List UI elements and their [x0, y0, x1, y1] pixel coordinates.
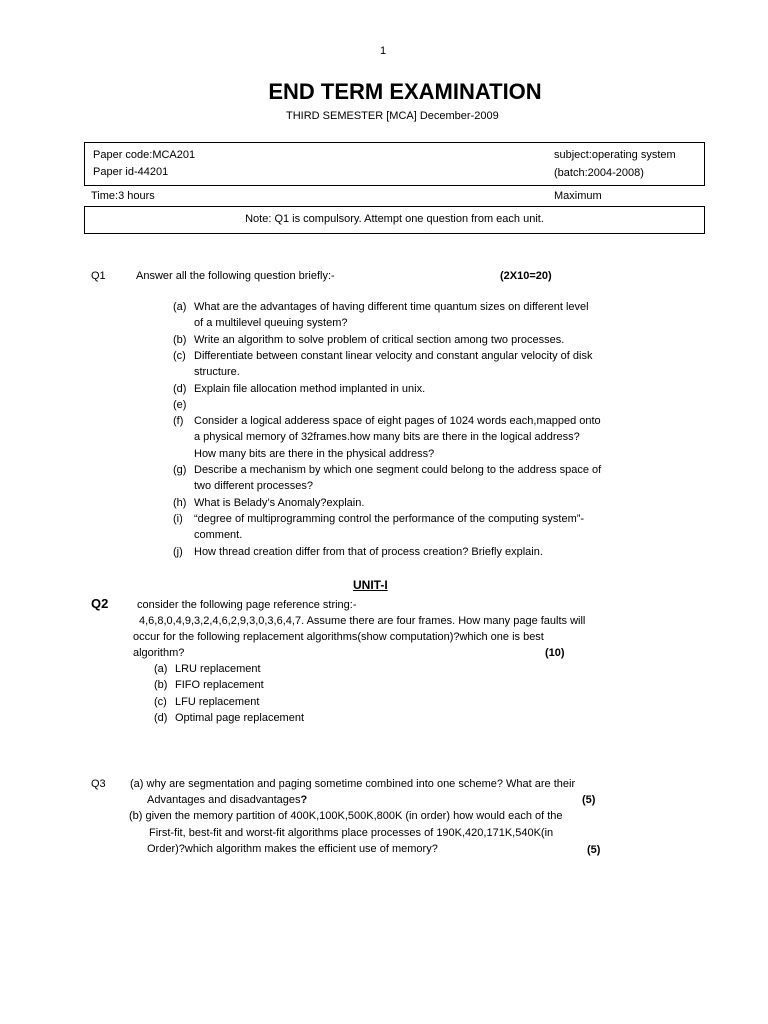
q1-item-text: of a multilevel queuing system?: [194, 317, 348, 330]
q1-item-text: How thread creation differ from that of process creation? Briefly explain.: [194, 545, 543, 558]
q1-item-label: (h): [173, 496, 187, 509]
q1-item-text: Describe a mechanism by which one segment could belong to the address space of: [194, 464, 602, 476]
page-subtitle: THIRD SEMESTER [MCA] December-2009: [286, 110, 499, 122]
q2-option-text: Optimal page replacement: [175, 711, 305, 724]
q3-line: First-fit, best-fit and worst-fit algorithms place processes of 190K,420,171K,540K(in: [149, 827, 554, 839]
q3-b-marks: (5): [587, 844, 601, 856]
subject: subject:operating system: [554, 149, 676, 161]
q3-line-text: Advantages and disadvantages: [147, 794, 301, 806]
note: Note: Q1 is compulsory. Attempt one question from each unit.: [245, 213, 544, 225]
q1-item-label: (i): [173, 512, 183, 525]
q2-option-text: LFU replacement: [175, 695, 260, 708]
q1-item-text: structure.: [194, 366, 240, 379]
q2-marks: (10): [545, 647, 565, 659]
q1-item-text: Explain file allocation method implanted in unix.: [194, 382, 426, 395]
q1-item-label: (a): [173, 301, 187, 313]
maximum: Maximum: [554, 190, 602, 202]
q1-item-label: (d): [173, 382, 187, 395]
q1-item-text: What are the advantages of having different time quantum sizes on different level: [194, 301, 589, 313]
q1-item-text: Write an algorithm to solve problem of critical section among two processes.: [194, 333, 565, 346]
q1-item-text: a physical memory of 32frames.how many bits are there in the logical address?: [194, 431, 580, 444]
time: Time:3 hours: [91, 190, 155, 202]
page-number: 1: [380, 45, 387, 57]
q1-item-label: (c): [173, 349, 186, 362]
q2-option-text: FIFO replacement: [175, 679, 264, 692]
q1-marks: (2X10=20): [500, 270, 552, 282]
q2-option-label: (d): [154, 711, 168, 724]
q3-question-mark: ?: [300, 794, 308, 806]
q2-option-label: (a): [154, 663, 168, 675]
q1-item-text: “degree of multiprogramming control the performance of the computing system”-: [194, 512, 585, 525]
q3-line: [147, 793, 307, 807]
q1-item-text: What is Belady’s Anomaly?explain.: [194, 496, 365, 509]
q3-line: (a) why are segmentation and paging sometime combined into one scheme? What are their: [130, 778, 576, 790]
q2-option-text: LRU replacement: [175, 663, 261, 675]
q2-line: occur for the following replacement algorithms(show computation)?which one is best: [133, 631, 544, 643]
q1-item-label: (b): [173, 333, 187, 346]
q2-line: consider the following page reference string:-: [137, 599, 357, 611]
q3-line: (b) given the memory partition of 400K,100K,500K,800K (in order) how would each of the: [129, 810, 563, 822]
q3-a-marks: (5): [582, 794, 596, 806]
paper-id: Paper id-44201: [93, 166, 169, 178]
q2-line: algorithm?: [133, 647, 185, 659]
q1-item-text: Differentiate between constant linear velocity and constant angular velocity of disk: [194, 349, 593, 362]
q1-item-text: comment.: [194, 529, 243, 542]
q1-item-text: two different processes?: [194, 480, 314, 493]
q1-item-text: How many bits are there in the physical address?: [194, 447, 435, 460]
q1-item-text: Consider a logical adderess space of eight pages of 1024 words each,mapped onto: [194, 415, 601, 428]
q1-item-label: (j): [173, 545, 183, 558]
q1-number: Q1: [91, 270, 106, 282]
q2-line: 4,6,8,0,4,9,3,2,4,6,2,9,3,0,3,6,4,7. Assume there are four frames. How many page faults will: [139, 615, 586, 627]
q1-intro: Answer all the following question briefly:-: [136, 270, 335, 282]
q3-line: Order)?which algorithm makes the efficient use of memory?: [147, 843, 438, 855]
unit-heading: UNIT-I: [353, 578, 388, 592]
q1-item-label: (g): [173, 464, 187, 476]
q2-option-label: (b): [154, 679, 168, 692]
q3-number: Q3: [91, 778, 106, 790]
q2-number: Q2: [91, 596, 109, 611]
q1-item-label: (e): [173, 398, 187, 411]
paper-code: Paper code:MCA201: [93, 149, 196, 161]
q2-option-label: (c): [154, 695, 167, 708]
page-title: END TERM EXAMINATION: [268, 79, 542, 104]
q1-item-label: (f): [173, 415, 184, 428]
batch: (batch:2004-2008): [554, 167, 644, 179]
